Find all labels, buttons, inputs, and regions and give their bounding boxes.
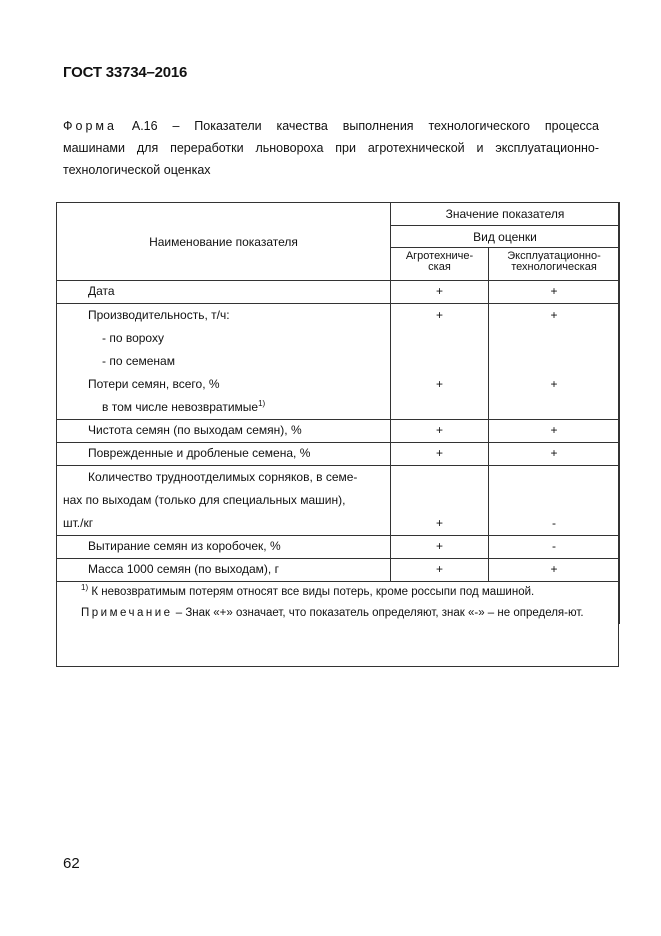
- row-name: Вытирание семян из коробочек, %: [57, 536, 391, 559]
- form-title-line2: машинами для переработки льновороха при агротехнической и эксплуатационно-: [63, 141, 599, 155]
- row-agro-value: +: [391, 281, 489, 304]
- row-operational-value: +: [550, 308, 558, 322]
- row-agro-value: +: [391, 559, 489, 582]
- table-row: [57, 443, 620, 466]
- row-name-line: Количество трудноотделимых сорняков, в семе-: [88, 470, 358, 484]
- row-name: Производительность, т/ч:: [88, 308, 230, 322]
- row-agro-value: +: [391, 420, 489, 443]
- agro-header-line1: Агротехниче-: [405, 250, 474, 262]
- table-row: [57, 281, 620, 304]
- row-operational-group: [489, 304, 620, 420]
- footnotes: [57, 582, 620, 625]
- footnote-text: К невозвратимым потерям относят все виды потерь, кроме россыпи под машиной.: [88, 586, 535, 598]
- footnote-1: [57, 582, 619, 603]
- row-agro-group: [391, 304, 489, 420]
- form-title-line3: технологической оценках: [63, 163, 211, 177]
- indicators-table-frame: [56, 202, 619, 667]
- footnote-ref: 1): [258, 399, 266, 408]
- row-name: Потери семян, всего, %: [88, 377, 220, 391]
- row-operational-value: +: [550, 377, 558, 391]
- row-agro-value: +: [391, 443, 489, 466]
- expl-header-line2: технологическая: [511, 261, 597, 273]
- note: [57, 603, 619, 624]
- column-header-assessment: Вид оценки: [391, 226, 620, 248]
- row-sub-text: в том числе невозвратимые: [102, 400, 259, 414]
- column-header-agro: [391, 248, 489, 281]
- footnote-marker: 1): [81, 583, 89, 592]
- row-sub-item: [88, 396, 390, 419]
- column-header-value: Значение показателя: [391, 203, 620, 226]
- row-operational-value: +: [489, 443, 620, 466]
- row-name: Масса 1000 семян (по выходам), г: [57, 559, 391, 582]
- agro-header-line2: ская: [428, 261, 451, 273]
- note-text: – Знак «+» означает, что показатель определяют, знак «-» – не определя-ют.: [172, 607, 584, 619]
- row-name-line: нах по выходам (только для специальных машин),: [63, 493, 346, 507]
- form-caption: [63, 115, 599, 181]
- table-row: [57, 420, 620, 443]
- row-operational-value: +: [489, 559, 620, 582]
- row-sub-item: - по семенам: [102, 354, 175, 368]
- table-row: [57, 304, 620, 420]
- row-operational-value: -: [552, 516, 556, 530]
- row-agro-value: +: [391, 536, 489, 559]
- indicators-table: [56, 202, 620, 624]
- note-label: Примечание: [81, 607, 173, 619]
- row-name-group: [57, 466, 391, 536]
- row-operational-value: -: [489, 536, 620, 559]
- row-operational-group: [489, 466, 620, 536]
- column-header-operational: [489, 248, 620, 281]
- row-name-group: [57, 304, 391, 420]
- row-name-line: шт./кг: [63, 516, 94, 530]
- row-agro-value: +: [435, 377, 443, 391]
- expl-header-line1: Эксплуатационно-: [507, 250, 601, 262]
- row-operational-value: +: [489, 420, 620, 443]
- row-agro-group: [391, 466, 489, 536]
- row-sub-item: - по вороху: [102, 331, 164, 345]
- page-number: 62: [63, 855, 80, 872]
- row-agro-value: +: [435, 308, 443, 322]
- table-row: [57, 536, 620, 559]
- form-title-line1: А.16 – Показатели качества выполнения технологического процесса: [131, 119, 599, 133]
- form-label: Форма: [63, 119, 117, 133]
- document-header: ГОСТ 33734–2016: [63, 64, 188, 81]
- table-row: [57, 559, 620, 582]
- row-name: Поврежденные и дробленые семена, %: [57, 443, 391, 466]
- row-name: Дата: [57, 281, 391, 304]
- row-name: Чистота семян (по выходам семян), %: [57, 420, 391, 443]
- row-operational-value: +: [489, 281, 620, 304]
- row-agro-value: +: [435, 516, 443, 530]
- column-header-name: Наименование показателя: [57, 203, 391, 281]
- footnote-row: [57, 582, 620, 625]
- table-row: [57, 466, 620, 536]
